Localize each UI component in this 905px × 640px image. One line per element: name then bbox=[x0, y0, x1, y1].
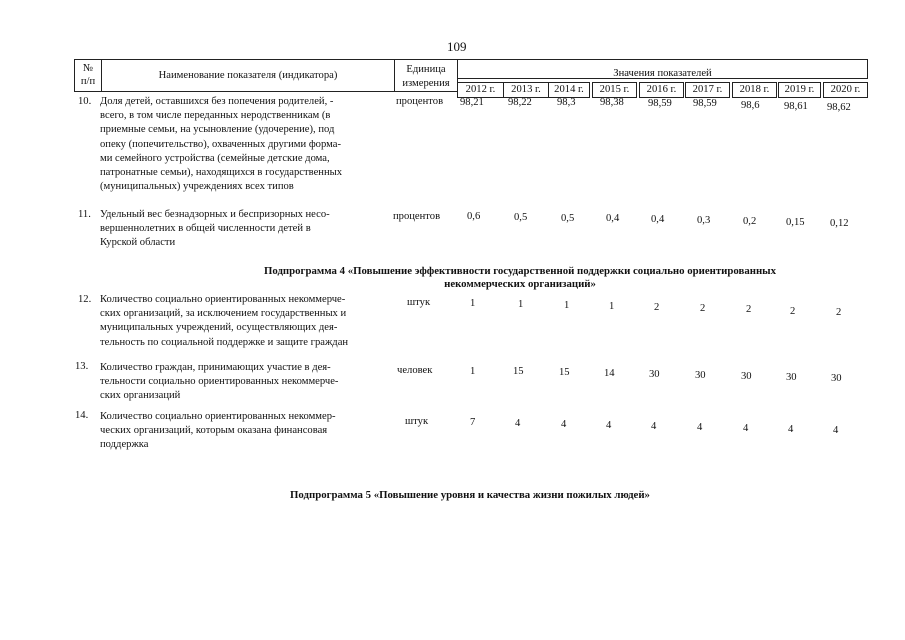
row-number: 14. bbox=[75, 410, 89, 421]
row-value: 1 bbox=[470, 366, 476, 377]
row-value: 0,4 bbox=[651, 214, 665, 225]
row-description-line: Количество социально ориентированных некоммерче- bbox=[100, 294, 346, 305]
row-description-line: муниципальных учреждений, осуществляющих дея- bbox=[100, 322, 338, 334]
row-description-line: ских организаций, за исключением государственных и bbox=[100, 308, 347, 320]
header-year: 2020 г. bbox=[830, 84, 861, 95]
row-description-line: ческих организаций, которым оказана финансовая bbox=[100, 425, 328, 437]
row-description-line: Курской области bbox=[100, 237, 176, 249]
row-value: 98,38 bbox=[600, 97, 624, 108]
row-number: 13. bbox=[75, 361, 89, 372]
row-value: 30 bbox=[649, 369, 660, 380]
row-value: 98,59 bbox=[648, 98, 672, 109]
row-description-line: поддержка bbox=[100, 439, 149, 451]
row-value: 4 bbox=[788, 424, 794, 435]
row-description-line: патронатные семьи), находящихся в государственных bbox=[100, 167, 343, 179]
row-unit: процентов bbox=[396, 96, 444, 107]
row-value: 0,5 bbox=[561, 213, 575, 224]
header-name-label: Наименование показателя (индикатора) bbox=[158, 70, 338, 81]
row-value: 4 bbox=[561, 419, 567, 430]
header-unit-line1: Единица bbox=[406, 64, 446, 75]
row-value: 98,21 bbox=[460, 97, 484, 108]
row-description-line: Доля детей, оставшихся без попечения родителей, - bbox=[100, 96, 334, 107]
row-description-line: (муниципальных) учреждениях всех типов bbox=[100, 181, 294, 193]
row-value: 0,15 bbox=[786, 217, 805, 228]
row-value: 0,3 bbox=[697, 215, 711, 226]
row-value: 0,2 bbox=[743, 216, 757, 227]
row-description-line: тельности социально ориентированных некоммерче- bbox=[100, 376, 339, 388]
header-year: 2014 г. bbox=[554, 84, 584, 95]
row-value: 0,12 bbox=[830, 218, 849, 229]
row-number: 12. bbox=[78, 294, 92, 305]
header-year: 2012 г. bbox=[465, 84, 496, 95]
row-unit: штук bbox=[405, 416, 429, 427]
row-description-line: всего, в том числе переданных неродственникам (в bbox=[100, 110, 331, 122]
row-number: 10. bbox=[78, 96, 92, 107]
row-description bbox=[100, 293, 390, 350]
subprogram-4-title: Подпрограмма 4 «Повышение эффективности государственной поддержки социально ориентированных bbox=[263, 265, 777, 277]
row-value: 4 bbox=[651, 421, 657, 432]
header-values-title: Значения показателей bbox=[613, 68, 712, 79]
row-value: 30 bbox=[741, 371, 752, 382]
header-year: 2013 г. bbox=[511, 84, 541, 95]
row-description-line: опеку (попечительство), охваченных другими форма- bbox=[100, 138, 341, 150]
row-value: 15 bbox=[559, 367, 570, 378]
row-value: 2 bbox=[746, 304, 752, 315]
row-value: 4 bbox=[697, 422, 703, 433]
header-year: 2016 г. bbox=[646, 84, 677, 95]
row-value: 2 bbox=[836, 307, 842, 318]
row-value: 0,4 bbox=[606, 213, 620, 224]
row-value: 98,62 bbox=[827, 102, 851, 113]
row-value: 30 bbox=[831, 373, 842, 384]
row-unit: человек bbox=[397, 365, 433, 376]
row-value: 4 bbox=[515, 418, 521, 429]
row-description-line: приемные семьи, на усыновление (удочерение), под bbox=[100, 124, 335, 136]
row-value: 98,61 bbox=[784, 101, 808, 112]
row-description bbox=[100, 361, 390, 404]
header-year: 2019 г. bbox=[784, 84, 815, 95]
row-description-line: Количество граждан, принимающих участие в дея- bbox=[100, 362, 331, 373]
row-description-line: ских организаций bbox=[100, 390, 181, 402]
row-value: 15 bbox=[513, 366, 524, 377]
row-value: 2 bbox=[654, 302, 660, 313]
row-value: 98,59 bbox=[693, 98, 717, 109]
row-value: 1 bbox=[564, 300, 570, 311]
row-value: 98,22 bbox=[508, 97, 532, 108]
row-value: 2 bbox=[790, 306, 796, 317]
row-value: 98,6 bbox=[741, 100, 760, 111]
header-num-label: № п/п bbox=[80, 63, 96, 87]
row-value: 7 bbox=[470, 417, 476, 428]
row-description-line: вершеннолетних в общей численности детей в bbox=[100, 223, 311, 235]
row-description-line: тельность по социальной поддержке и защите граждан bbox=[100, 336, 349, 348]
header-year: 2017 г. bbox=[692, 84, 723, 95]
row-description-line: ми семейного устройства (семейные детские дома, bbox=[100, 152, 330, 164]
row-value: 98,3 bbox=[557, 97, 576, 108]
row-value: 4 bbox=[743, 423, 749, 434]
row-value: 1 bbox=[609, 301, 615, 312]
row-description bbox=[100, 410, 390, 453]
row-unit: штук bbox=[407, 297, 431, 308]
row-value: 14 bbox=[604, 368, 615, 379]
subprogram-4-title-cont: некоммерческих организаций» bbox=[444, 278, 596, 290]
subprogram-5-title: Подпрограмма 5 «Повышение уровня и качества жизни пожилых людей» bbox=[290, 489, 650, 501]
header-year: 2015 г. bbox=[599, 84, 630, 95]
row-number: 11. bbox=[78, 209, 91, 220]
row-value: 30 bbox=[786, 372, 797, 383]
row-description-line: Количество социально ориентированных некоммер- bbox=[100, 411, 336, 422]
row-value: 4 bbox=[606, 420, 612, 431]
header-unit-line2: измерения bbox=[402, 78, 450, 89]
row-unit: процентов bbox=[393, 211, 441, 222]
row-description-line: Удельный вес безнадзорных и беспризорных несо- bbox=[100, 209, 330, 220]
page-number: 109 bbox=[447, 39, 467, 54]
row-description bbox=[100, 95, 390, 194]
row-value: 30 bbox=[695, 370, 706, 381]
row-value: 0,6 bbox=[467, 211, 481, 222]
row-value: 2 bbox=[700, 303, 706, 314]
row-value: 1 bbox=[470, 298, 476, 309]
header-year: 2018 г. bbox=[739, 84, 770, 95]
row-value: 1 bbox=[518, 299, 524, 310]
row-description bbox=[100, 208, 390, 251]
row-value: 0,5 bbox=[514, 212, 528, 223]
row-value: 4 bbox=[833, 425, 839, 436]
